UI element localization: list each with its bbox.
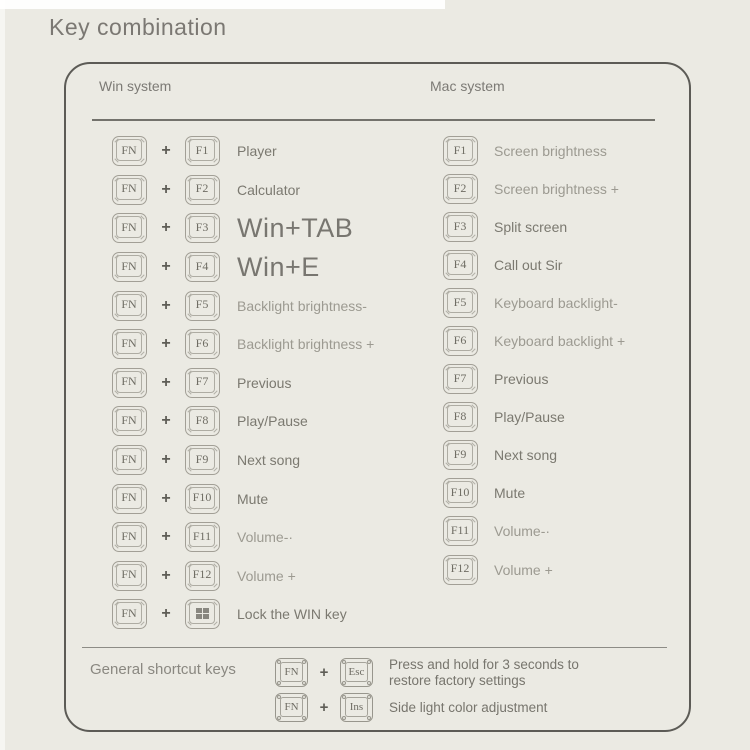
function-key-label: F9 <box>189 448 215 470</box>
plus-sign: + <box>161 258 171 276</box>
key-combination-row <box>112 479 374 518</box>
keycap-screw-dot <box>367 681 371 685</box>
fn-keycap <box>275 693 308 722</box>
key-combination-row <box>112 557 374 596</box>
function-key-label <box>189 602 215 624</box>
fn-key-label: FN <box>116 564 142 586</box>
shortcut-description: Backlight brightness- <box>237 297 367 314</box>
win-system-header: Win system <box>99 78 172 94</box>
shortcut-description: Mute <box>237 490 269 507</box>
key-combination-row <box>112 171 374 210</box>
plus-sign: + <box>161 412 171 430</box>
key-combination-row <box>112 441 374 480</box>
fn-key-label: FN <box>116 409 142 431</box>
key-combination-row <box>112 209 374 248</box>
plus-sign: + <box>161 451 171 469</box>
key-combination-row <box>112 595 374 634</box>
plus-sign: + <box>161 566 171 584</box>
shortcut-description: Backlight brightness + <box>237 336 375 353</box>
function-keycap <box>443 288 478 318</box>
function-key-label: F12 <box>447 558 473 580</box>
shortcut-description: Split screen <box>494 219 568 236</box>
plus-sign: + <box>319 699 329 716</box>
plus-sign: + <box>161 142 171 160</box>
shortcut-description: Screen brightness <box>494 143 607 160</box>
plus-sign: + <box>161 180 171 198</box>
key-combination-row <box>112 248 374 287</box>
shortcut-description: Keyboard backlight + <box>494 333 626 350</box>
function-key-label: F1 <box>447 139 473 161</box>
header-divider <box>92 119 655 121</box>
function-keycap <box>443 440 478 470</box>
general-shortcut-row <box>275 655 614 690</box>
shortcut-description: Press and hold for 3 seconds to restore factory settings <box>389 656 579 688</box>
shortcut-description: Volume + <box>237 567 296 584</box>
general-shortcut-keys-label: General shortcut keys <box>90 661 236 678</box>
key-combination-row <box>443 360 625 398</box>
fn-key-label: FN <box>116 294 142 316</box>
function-key-label: F10 <box>189 487 215 509</box>
key-combination-row <box>443 322 625 360</box>
shortcut-description: Previous <box>237 374 292 391</box>
function-key-label: F10 <box>447 481 473 503</box>
shortcut-description: Keyboard backlight- <box>494 295 618 312</box>
function-key-label: F1 <box>189 139 215 161</box>
fn-keycap <box>112 406 147 436</box>
function-keycap <box>443 555 478 585</box>
key-combination-row <box>443 512 625 550</box>
function-keycap <box>443 136 478 166</box>
function-keycap <box>185 484 220 514</box>
fn-key-label: FN <box>280 697 303 717</box>
function-key-label: F6 <box>189 332 215 354</box>
key-combination-row <box>443 208 625 246</box>
shortcut-description: Side light color adjustment <box>389 699 548 715</box>
function-keycap <box>443 364 478 394</box>
function-keycap <box>185 561 220 591</box>
function-key-label: F3 <box>189 216 215 238</box>
shortcut-description: Player <box>237 143 277 160</box>
fn-keycap <box>112 522 147 552</box>
function-key-label: F8 <box>189 409 215 431</box>
fn-keycap <box>112 599 147 629</box>
plus-sign: + <box>161 296 171 314</box>
function-key-label: F7 <box>447 367 473 389</box>
function-key-label: F2 <box>189 178 215 200</box>
plus-sign: + <box>319 664 329 681</box>
function-key-label: F9 <box>447 443 473 465</box>
shortcut-description: Next song <box>494 447 558 464</box>
function-key-label: F7 <box>189 371 215 393</box>
function-keycap <box>185 522 220 552</box>
function-keycap <box>443 326 478 356</box>
function-key-label: F8 <box>447 405 473 427</box>
function-keycap <box>443 478 478 508</box>
fn-keycap <box>112 561 147 591</box>
keycap-screw-dot <box>277 716 281 720</box>
keycap-screw-dot <box>342 716 346 720</box>
shortcut-description: Win+TAB <box>237 212 354 243</box>
fn-key-label: FN <box>116 371 142 393</box>
function-key-label: F12 <box>189 564 215 586</box>
key-combination-row <box>443 284 625 322</box>
keycap-screw-dot <box>277 681 281 685</box>
shortcut-description: Call out Sir <box>494 257 563 274</box>
keycap-screw-dot <box>367 716 371 720</box>
keycap-screw-dot <box>302 716 306 720</box>
shortcut-description: Volume-· <box>494 523 551 540</box>
key-combination-row <box>443 398 625 436</box>
keycap-screw-dot <box>302 681 306 685</box>
key-combination-row <box>112 518 374 557</box>
shortcut-description: Volume-· <box>237 529 294 546</box>
function-keycap <box>185 445 220 475</box>
fn-keycap <box>112 329 147 359</box>
fn-keycap <box>112 368 147 398</box>
key-combination-row <box>443 170 625 208</box>
shortcut-description: Win+E <box>237 251 320 282</box>
fn-keycap <box>112 252 147 282</box>
fn-keycap <box>112 291 147 321</box>
footer-divider <box>82 647 667 648</box>
function-keycap <box>185 175 220 205</box>
key-combination-row <box>443 551 625 589</box>
fn-keycap <box>112 484 147 514</box>
function-key-label: F5 <box>189 294 215 316</box>
fn-key-label: FN <box>116 525 142 547</box>
function-keycap <box>185 291 220 321</box>
general-shortcut-row <box>275 690 614 725</box>
function-keycap <box>185 329 220 359</box>
fn-key-label: FN <box>116 216 142 238</box>
shortcut-description: Next song <box>237 452 301 469</box>
fn-key-label: FN <box>280 662 303 682</box>
plus-sign: + <box>161 489 171 507</box>
function-key-label: F6 <box>447 329 473 351</box>
plus-sign: + <box>161 335 171 353</box>
plus-sign: + <box>161 528 171 546</box>
fn-keycap <box>112 445 147 475</box>
plus-sign: + <box>161 219 171 237</box>
function-keycap <box>185 252 220 282</box>
function-keycap <box>443 250 478 280</box>
shortcut-description: Calculator <box>237 181 301 198</box>
function-keycap <box>185 213 220 243</box>
function-keycap <box>443 174 478 204</box>
mac-column <box>443 132 625 589</box>
fn-key-label: FN <box>116 139 142 161</box>
shortcut-description: Volume + <box>494 561 553 578</box>
keycap-screw-dot <box>342 681 346 685</box>
function-key-label: F4 <box>189 255 215 277</box>
function-key-label: F5 <box>447 291 473 313</box>
key-combination-row <box>443 474 625 512</box>
key-combination-row <box>443 436 625 474</box>
key-combination-row <box>443 246 625 284</box>
plus-sign: + <box>161 605 171 623</box>
shortcut-description: Lock the WIN key <box>237 606 347 623</box>
fn-keycap <box>275 658 308 687</box>
key-combination-row <box>112 325 374 364</box>
shortcut-description: Mute <box>494 485 526 502</box>
fn-key-label: FN <box>116 255 142 277</box>
key-combination-row <box>112 132 374 171</box>
plus-sign: + <box>161 373 171 391</box>
windows-logo-icon <box>196 608 209 619</box>
page-title: Key combination <box>49 14 227 40</box>
win-column <box>112 132 374 634</box>
fn-key-label: FN <box>116 602 142 624</box>
function-key-label: F11 <box>447 519 473 541</box>
shortcut-description: Previous <box>494 371 549 388</box>
function-keycap <box>185 406 220 436</box>
shortcut-description: Play/Pause <box>494 409 565 426</box>
fn-keycap <box>112 213 147 243</box>
fn-key-label: FN <box>116 178 142 200</box>
function-keycap <box>443 212 478 242</box>
function-key-label: F3 <box>447 215 473 237</box>
top-white-strip <box>0 0 445 9</box>
key-combination-row <box>112 402 374 441</box>
shortcut-key-label: Esc <box>345 662 368 682</box>
fn-keycap <box>112 175 147 205</box>
key-combination-row <box>112 364 374 403</box>
shortcut-description: Play/Pause <box>237 413 308 430</box>
left-white-strip <box>0 0 5 750</box>
function-key-label: F11 <box>189 525 215 547</box>
function-key-label: F4 <box>447 253 473 275</box>
function-keycap <box>185 599 220 629</box>
shortcut-keycap <box>340 693 373 722</box>
fn-key-label: FN <box>116 332 142 354</box>
shortcut-keycap <box>340 658 373 687</box>
fn-key-label: FN <box>116 448 142 470</box>
fn-key-label: FN <box>116 487 142 509</box>
fn-keycap <box>112 136 147 166</box>
key-combination-row <box>443 132 625 170</box>
shortcut-key-label: Ins <box>345 697 368 717</box>
shortcut-description: Screen brightness + <box>494 181 619 198</box>
mac-system-header: Mac system <box>430 78 505 94</box>
general-shortcuts-rows <box>275 655 614 725</box>
function-keycap <box>443 516 478 546</box>
function-keycap <box>185 368 220 398</box>
key-combination-panel <box>64 62 691 732</box>
function-keycap <box>443 402 478 432</box>
function-keycap <box>185 136 220 166</box>
key-combination-row <box>112 286 374 325</box>
function-key-label: F2 <box>447 177 473 199</box>
